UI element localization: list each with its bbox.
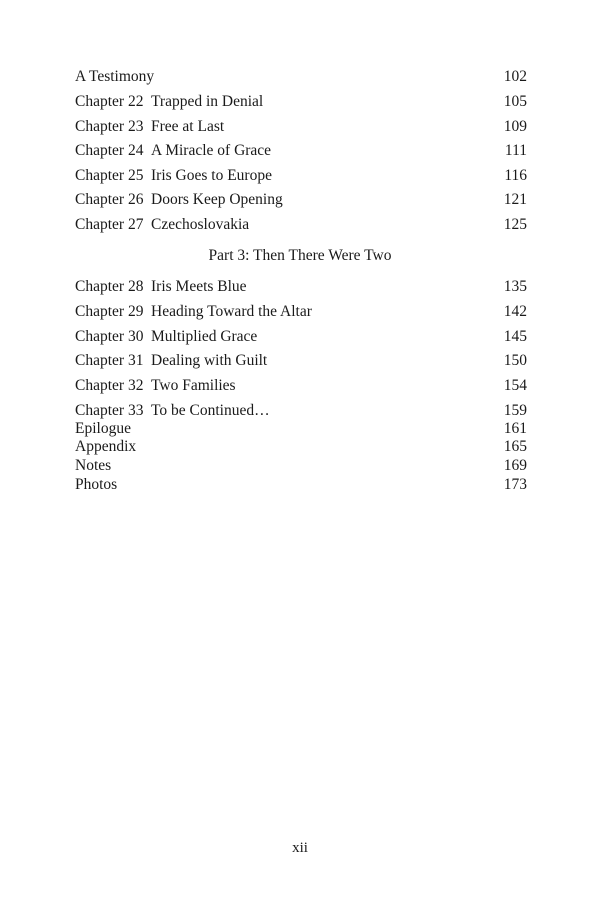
toc-entry-chapter-22 — [75, 91, 527, 113]
toc-entry-page: 109 — [503, 118, 527, 135]
toc-entry-title: Dealing with Guilt — [151, 352, 268, 369]
toc-entry-chapter-number: Chapter 27 — [75, 216, 144, 233]
toc-entry-chapter-30 — [75, 326, 527, 348]
toc-entry-title: Iris Meets Blue — [151, 278, 247, 295]
toc-entry-chapter-24 — [75, 140, 527, 162]
toc-entry-page: 111 — [504, 142, 527, 159]
toc-entry-page: 125 — [503, 216, 527, 233]
toc-entry-page: 165 — [503, 438, 527, 455]
toc-entry-page: 161 — [503, 420, 527, 437]
page-number: xii — [292, 840, 308, 856]
toc-entry-page: 121 — [503, 191, 527, 208]
toc-entry-title: Notes — [75, 457, 112, 474]
toc-entry-title: Two Families — [151, 377, 236, 394]
toc-entry-title: Doors Keep Opening — [151, 191, 283, 208]
toc-entry-chapter-number: Chapter 32 — [75, 377, 144, 394]
toc-entry-chapter-number: Chapter 29 — [75, 303, 144, 320]
toc-entry-chapter-29 — [75, 301, 527, 323]
toc-entry-testimony — [75, 66, 527, 88]
toc-entry-title: Free at Last — [151, 118, 225, 135]
toc-entry-page: 169 — [503, 457, 527, 474]
toc-entry-page: 150 — [503, 352, 527, 369]
toc-entry-page: 105 — [503, 93, 527, 110]
toc-entry-title: Trapped in Denial — [151, 93, 264, 110]
toc-entry-chapter-number: Chapter 24 — [75, 142, 144, 159]
toc-entry-photos — [75, 474, 527, 496]
toc-entry-page: 173 — [503, 476, 527, 493]
toc-entry-title: Iris Goes to Europe — [151, 167, 272, 184]
toc-entry-page: 145 — [503, 328, 527, 345]
toc-entry-chapter-23 — [75, 116, 527, 138]
toc-entry-chapter-number: Chapter 33 — [75, 402, 144, 419]
toc-entry-title: Multiplied Grace — [151, 328, 258, 345]
toc-entry-chapter-number: Chapter 23 — [75, 118, 144, 135]
toc-entry-page: 154 — [503, 377, 527, 394]
toc-entry-title: Czechoslovakia — [151, 216, 250, 233]
toc-entry-chapter-27 — [75, 214, 527, 236]
toc-entry-title: Heading Toward the Altar — [151, 303, 312, 320]
toc-entry-chapter-25 — [75, 165, 527, 187]
toc-entry-chapter-31 — [75, 350, 527, 372]
toc-entry-page: 116 — [504, 167, 527, 184]
toc-entry-chapter-32 — [75, 375, 527, 397]
toc-entry-title: Appendix — [75, 438, 137, 455]
toc-entry-chapter-26 — [75, 189, 527, 211]
toc-entry-chapter-number: Chapter 26 — [75, 191, 144, 208]
toc-entry-title: Epilogue — [75, 420, 131, 437]
toc-entry-chapter-number: Chapter 30 — [75, 328, 144, 345]
toc-entry-chapter-number: Chapter 22 — [75, 93, 144, 110]
toc-entry-title: To be Continued… — [151, 402, 270, 419]
toc-entry-title: A Miracle of Grace — [151, 142, 272, 159]
toc-entry-title: Photos — [75, 476, 118, 493]
toc-entry-page: 135 — [503, 278, 527, 295]
toc-entry-chapter-number: Chapter 31 — [75, 352, 144, 369]
part-heading: Part 3: Then There Were Two — [208, 247, 392, 264]
toc-entry-chapter-number: Chapter 28 — [75, 278, 144, 295]
toc-entry-page: 102 — [503, 68, 527, 85]
toc-entry-page: 159 — [503, 402, 527, 419]
toc-entry-title: A Testimony — [75, 68, 155, 85]
toc-entry-chapter-28 — [75, 276, 527, 298]
toc-entry-chapter-number: Chapter 25 — [75, 167, 144, 184]
toc-entry-page: 142 — [503, 303, 527, 320]
